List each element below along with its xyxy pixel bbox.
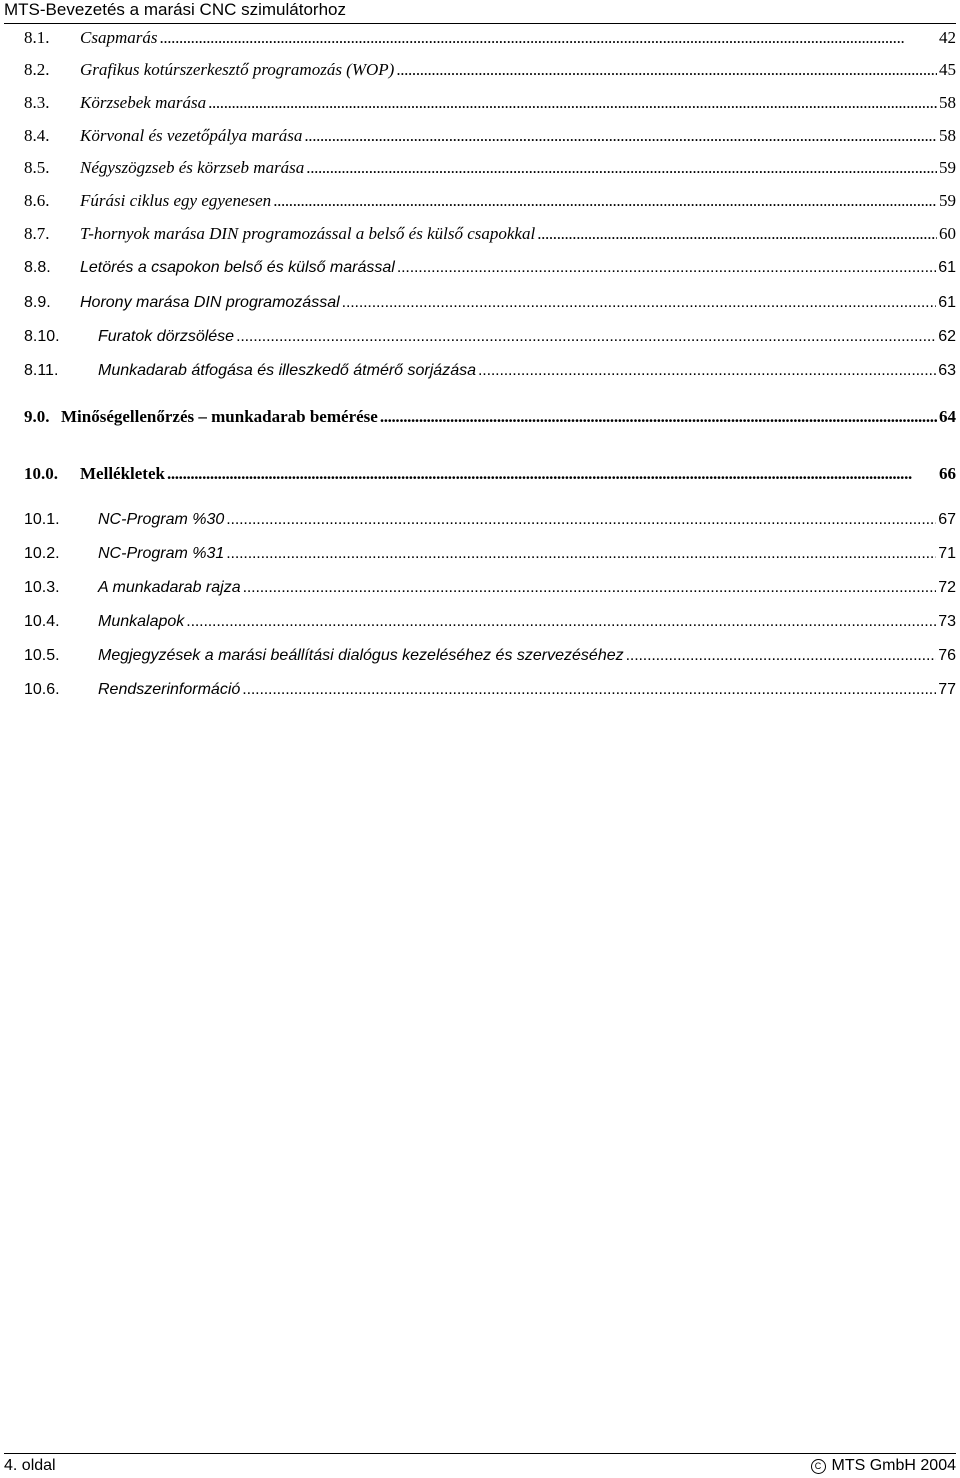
toc-entry-title: NC-Program %31 [98,545,225,562]
toc-entry-page: 72 [938,579,956,596]
toc-entry-number: 8.6. [24,191,50,210]
toc-entry-page: 62 [938,328,956,345]
toc-entry-title: Megjegyzések a marási beállítási dialógus kezeléséhez és szervezéséhez [98,647,624,664]
toc-entry-number: 10.3. [24,579,60,596]
toc-leader-dots [186,611,936,633]
toc-entry[interactable] [24,645,956,667]
toc-entry[interactable] [24,679,956,701]
toc-leader-dots [226,509,936,531]
toc-entry-title: Furatok dörzsölése [98,328,235,345]
toc-entry[interactable] [24,257,956,279]
toc-entry-title: Körzsebek marása [80,93,207,112]
toc-leader-dots [304,125,937,147]
toc-entry-title: Mellékletek [80,464,165,483]
toc-entry-page: 63 [938,362,956,379]
toc-entry-page: 73 [938,613,956,630]
toc-leader-dots [626,645,937,667]
toc-leader-dots [242,679,936,701]
toc-entry-number: 8.11. [24,362,59,379]
toc-entry-title: Munkadarab átfogása és illeszkedő átmérő sorjázása [98,362,476,379]
toc-leader-dots [273,190,937,212]
toc-chapter-entry[interactable] [24,406,956,428]
toc-entry-page: 42 [939,28,956,47]
toc-leader-dots [306,157,937,179]
toc-entry-number: 8.2. [24,60,50,79]
toc-leader-dots [226,543,936,565]
toc-entry-title: Csapmarás [80,28,158,47]
toc-entry-page: 61 [938,294,956,311]
toc-entry-title: Fúrási ciklus egy egyenesen [80,191,272,210]
toc-leader-dots [342,292,937,314]
toc-entry-page: 59 [939,191,956,210]
toc-entry-title: Körvonal és vezetőpálya marása [80,126,303,145]
toc-leader-dots [478,360,936,382]
toc-entry[interactable] [24,577,956,599]
toc-entry[interactable] [24,223,956,245]
page-number: 4. oldal [4,1457,56,1474]
toc-entry[interactable] [24,543,956,565]
toc-entry[interactable] [24,125,956,147]
toc-entry-page: 71 [938,545,956,562]
toc-entry[interactable] [24,509,956,531]
toc-entry-number: 8.8. [24,259,51,276]
toc-entry-number: 10.6. [24,681,60,698]
toc-entry[interactable] [24,27,956,49]
toc-entry-title: A munkadarab rajza [98,579,241,596]
toc-entry-number: 8.3. [24,93,50,112]
toc-entry-page: 59 [939,158,956,177]
page-footer [4,1453,956,1478]
toc-entry[interactable] [24,611,956,633]
toc-entry-title: Horony marása DIN programozással [80,294,340,311]
toc-leader-dots [380,406,937,428]
toc-entry-number: 8.5. [24,158,50,177]
toc-entry[interactable] [24,190,956,212]
toc-entry-page: 67 [938,511,956,528]
toc-entry-number: 8.9. [24,294,51,311]
toc-entry-title: T-hornyok marása DIN programozással a belső és külső csapokkal [80,224,536,243]
toc-entry-page: 61 [938,259,956,276]
toc-entry-page: 76 [938,647,956,664]
toc-entry[interactable] [24,326,956,348]
toc-entry-number: 9.0. [24,407,50,426]
toc-chapter-entry[interactable] [24,463,956,485]
toc-entry-number: 10.1. [24,511,60,528]
toc-entry-page: 45 [939,60,956,79]
toc-entry-page: 58 [939,93,956,112]
toc-entry-number: 10.0. [24,464,58,483]
page-header [4,0,956,24]
toc-entry-number: 10.5. [24,647,60,664]
copyright [811,1454,956,1478]
toc-leader-dots [396,59,937,81]
toc-leader-dots [397,257,936,279]
toc-entry-page: 64 [939,407,956,426]
toc-entry[interactable] [24,360,956,382]
toc-leader-dots [236,326,936,348]
toc-entry-page: 77 [938,681,956,698]
toc-leader-dots [208,92,937,114]
copyright-text: MTS GmbH 2004 [831,1457,956,1474]
toc-leader-dots [243,577,937,599]
toc-entry-number: 8.10. [24,328,60,345]
toc-entry-title: Minőségellenőrzés – munkadarab bemérése [61,407,378,426]
toc-entry[interactable] [24,59,956,81]
header-title: MTS-Bevezetés a marási CNC szimulátorhoz [4,0,346,19]
toc-entry-page: 66 [939,464,956,483]
toc-entry-number: 10.4. [24,613,60,630]
toc-entry[interactable] [24,157,956,179]
toc-entry[interactable] [24,292,956,314]
toc-entry-page: 58 [939,126,956,145]
toc-entry-number: 8.1. [24,28,50,47]
toc-entry-title: Négyszögzseb és körzseb marása [80,158,305,177]
copyright-icon: C [811,1459,826,1474]
toc-leader-dots [167,463,937,485]
toc-entry-title: NC-Program %30 [98,511,225,528]
toc-entry-title: Letörés a csapokon belső és külső marással [80,259,395,276]
toc-entry-number: 8.4. [24,126,50,145]
toc-entry[interactable] [24,92,956,114]
toc-entry-title: Rendszerinformáció [98,681,241,698]
toc-entry-title: Grafikus kotúrszerkesztő programozás (WOP) [80,60,395,79]
toc-entry-title: Munkalapok [98,613,185,630]
toc-leader-dots [159,27,937,49]
toc-entry-number: 10.2. [24,545,60,562]
toc-leader-dots [537,223,937,245]
toc-entry-page: 60 [939,224,956,243]
toc-entry-number: 8.7. [24,224,50,243]
